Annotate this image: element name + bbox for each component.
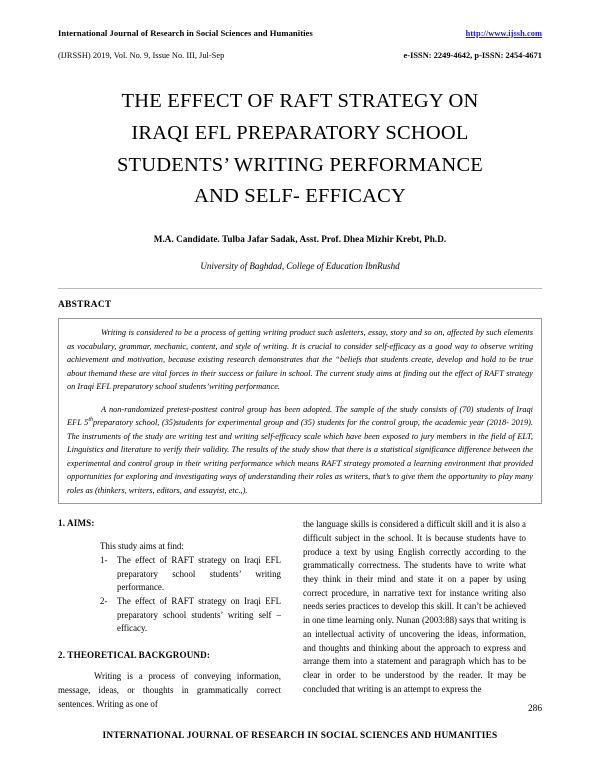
- theoretical-background-paragraph-right: the language skills is considered a difficult skill and it is also a difficult subject in the school. It is because students have to produce a text by using English correctly according to the grammatically correctness. The students have to write what they think in their mind and state it on a paper by using correct procedure, in narrative text for instance writing also needs series practices to develop this skill. It can’t be achieved in one time learning only. Nunan (2003:88) says that writing is an intellectual activity of uncovering the ideas, information, and thoughts and thinking about the approach to express and arrange them into a statement and paragraph which has to be clear in order to be understood by the reader. It may be concluded that writing is an attempt to express the: [303, 519, 526, 694]
- section-heading-theoretical-background: 2. THEORETICAL BACKGROUND:: [58, 650, 211, 661]
- abstract-p2-superscript: th: [88, 417, 93, 424]
- abstract-p2-part2: preparatory school, (35)students for experimental group and (35) students for the control group, the academic year (2018- 2019). The instruments of the study are writing test and writing self-efficacy scale which have been exposed to jury members in the field of ELT, Linguistics and literature to verify their validity. The results of the study show that there is a statistical significance difference between the experimental and control group in their writing performance which means RAFT strategy promoted a learning environment that provided opportunities for exploring and investigating ways of understanding their roles as writers, that’s to give them the opportunity to play many roles as (thinkers, writers, editors, and essayist, etc.,).: [67, 418, 533, 495]
- title-line-4: AND SELF- EFFICACY: [193, 185, 407, 208]
- page-number: 286: [527, 704, 542, 714]
- header-divider: [58, 288, 542, 289]
- journal-url-link[interactable]: http://www.ijssh.com: [465, 29, 542, 38]
- issue-line: [58, 51, 542, 60]
- column-right: [303, 518, 526, 711]
- aims-item-text: The effect of RAFT strategy on Iraqi EFL preparatory school students’ writing performance.: [117, 554, 281, 593]
- list-item: [100, 554, 281, 595]
- title-line-3: STUDENTS’ WRITING PERFORMANCE: [116, 153, 484, 176]
- aims-item-text: The effect of RAFT strategy on Iraqi EFL preparatory school students’ writing self –efficacy.: [117, 596, 281, 634]
- abstract-heading: ABSTRACT: [58, 300, 112, 311]
- section-heading-aims: 1. AIMS:: [58, 518, 95, 529]
- journal-name: International Journal of Research in Social Sciences and Humanities: [58, 28, 313, 38]
- abstract-paragraph-1: Writing is considered to be a process of getting writing product such asletters, essay, story and so on, affected by such elements as vocabulary, grammar, mechanic, content, and style of writing. It is crucial to consider self-efficacy as a good way to observe writing achievement and motivation, because existing research demonstrates that the “beliefs that students create, develop and hold to be true about themand these are vital forces in their success or failure in school. The current study aims at finding out the effect of RAFT strategy on Iraqi EFL preparatory school students’writing performance.: [67, 328, 533, 392]
- affiliation: University of Baghdad, College of Education IbnRushd: [200, 261, 400, 272]
- title-line-1: THE EFFECT OF RAFT STRATEGY ON: [121, 90, 479, 112]
- aims-item-number: 2-: [100, 596, 108, 607]
- abstract-box: [58, 318, 542, 504]
- running-header: [58, 28, 542, 38]
- body-columns: [58, 518, 542, 711]
- abstract-paragraph-2: [67, 403, 533, 498]
- page-footer: INTERNATIONAL JOURNAL OF RESEARCH IN SOCIAL SCIENCES AND HUMANITIES: [102, 731, 498, 741]
- list-item: [100, 595, 281, 636]
- theoretical-background-paragraph-left: Writing is a process of conveying information, message, ideas, or thoughts in grammatically correct sentences. Writing as one of: [58, 671, 281, 709]
- page-title: [64, 86, 536, 213]
- column-left: [58, 518, 281, 711]
- abstract-p2-part1: A non-randomized pretest-posttest control group has been adopted. The sample of the study consists of (70) students of Iraqi EFL 5: [67, 404, 533, 428]
- author-list: M.A. Candidate. Tulba Jafar Sadak, Asst. Prof. Dhea Mizhir Krebt, Ph.D.: [153, 234, 447, 245]
- aims-list: [100, 554, 281, 636]
- issue-info: (IJRSSH) 2019, Vol. No. 9, Issue No. III, Jul-Sep: [58, 51, 225, 60]
- aims-intro-text: This study aims at find:: [100, 541, 184, 552]
- issn-info: e-ISSN: 2249-4642, p-ISSN: 2454-4671: [403, 51, 542, 60]
- aims-item-number: 1-: [100, 554, 108, 565]
- title-line-2: IRAQI EFL PREPARATORY SCHOOL: [131, 121, 469, 144]
